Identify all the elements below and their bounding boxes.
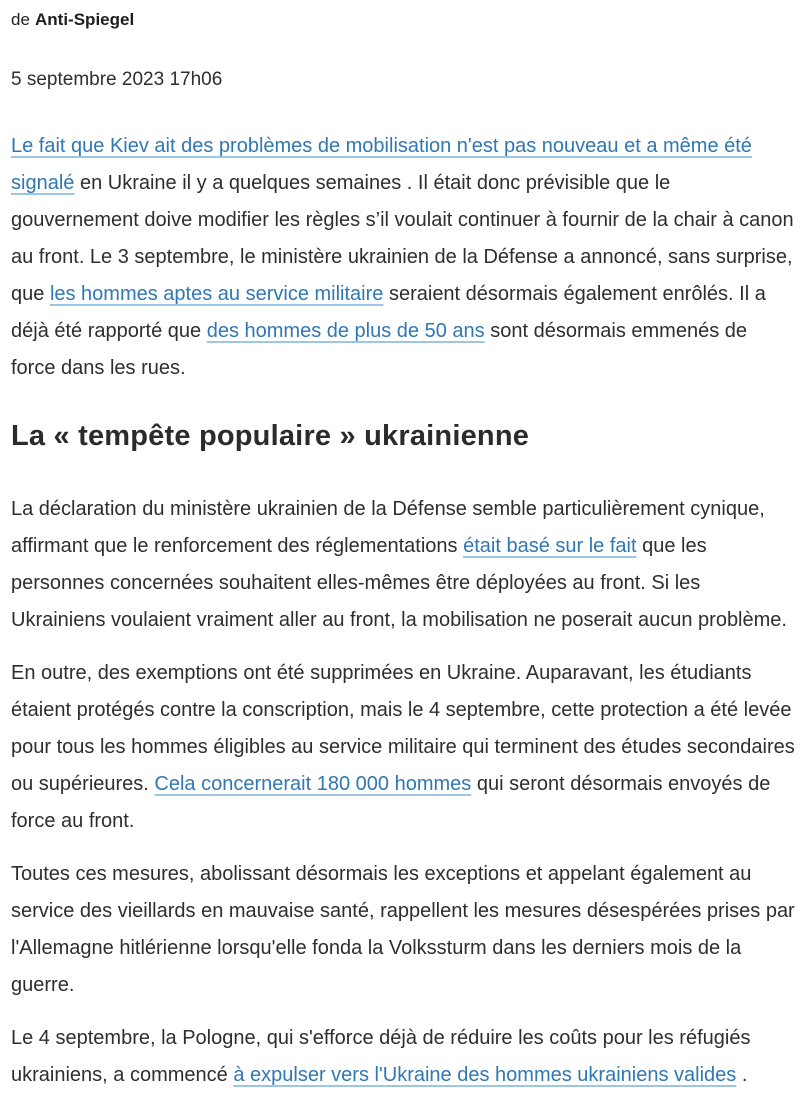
byline-author: Anti-Spiegel [35,10,135,29]
paragraph-text: en Ukraine il y a quelques semaines . Il était donc prévisible que le gouvernement doive modifier les règles s’il voulait continuer à fournir de la chair à canon au front. Le 3 septembre, le ministère ukrainien de la Défense a annoncé, sans surprise, que [11,172,794,305]
paragraph-text: La déclaration du ministère ukrainien de la Défense semble particulièrement cynique, affirmant que le renforcement des réglementations [11,498,765,557]
section-heading: La « tempête populaire » ukrainienne [11,420,530,452]
byline [11,8,795,31]
inline-link[interactable]: était basé sur le fait [463,535,637,557]
paragraph-text: Toutes ces mesures, abolissant désormais les exceptions et appelant également au service des vieillards en mauvaise santé, rappellent les mesures désespérées prises par l'Allemagne hitlérienne lorsqu'elle fonda la Volkssturm dans les derniers mois de la guerre. [11,863,795,996]
inline-link[interactable]: les hommes aptes au service militaire [49,283,384,305]
paragraph-text: seraient désormais également enrôlés. Il a déjà été rapporté que [11,283,766,342]
paragraph-text: En outre, des exemptions ont été supprimées en Ukraine. Auparavant, les étudiants étaient protégés contre la conscription, mais le 4 septembre, cette protection a été levée pour tous les hommes éligibles au service militaire qui terminent des études secondaires ou supérieures. [11,662,795,795]
paragraph [11,1020,795,1094]
paragraph [11,128,795,387]
paragraph-text: . [736,1064,748,1086]
paragraph-text: sont désormais emmenés de force dans les rues. [11,320,747,379]
article-body [11,128,795,1094]
post-date: 5 septembre 2023 17h06 [11,69,223,90]
inline-link[interactable]: des hommes de plus de 50 ans [206,320,485,342]
paragraph-text: que les personnes concernées souhaitent elles-mêmes être déployées au front. Si les Ukrainiens voulaient vraiment aller au front, la mobilisation ne poserait aucun problème. [11,535,787,631]
paragraph [11,856,795,1004]
inline-link[interactable]: Le fait que Kiev ait des problèmes de mobilisation n'est pas nouveau et a même été signalé [11,135,752,194]
inline-link[interactable]: Cela concernerait 180 000 hommes [154,773,472,795]
paragraph-text: qui seront désormais envoyés de force au front. [11,773,771,832]
inline-link[interactable]: à expulser vers l'Ukraine des hommes ukrainiens valides [233,1064,737,1086]
paragraph [11,491,795,639]
byline-prefix: de [11,10,30,29]
paragraph-text: Le 4 septembre, la Pologne, qui s'efforce déjà de réduire les coûts pour les réfugiés ukrainiens, a commencé [11,1027,751,1086]
paragraph [11,655,795,840]
